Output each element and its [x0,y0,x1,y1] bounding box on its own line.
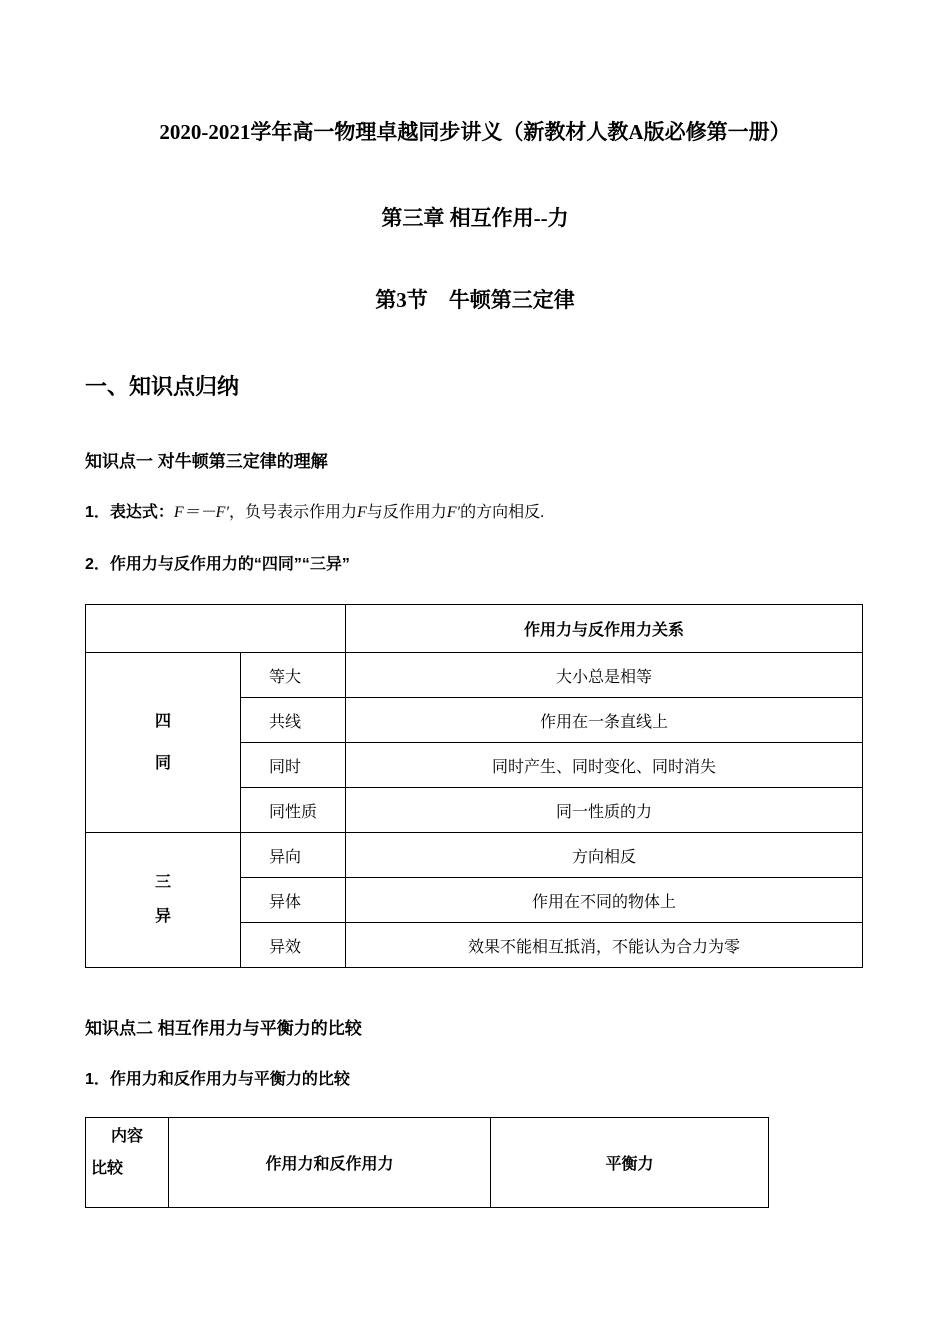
table1-attr-cell: 等大 [241,653,346,698]
table2-action-reaction-header: 作用力和反作用力 [169,1118,491,1208]
table1-group-four-same [86,653,241,833]
table1-row-opposite-direction [86,833,863,878]
table2-header-row [86,1118,769,1208]
table1-value-cell: 效果不能相互抵消，不能认为合力为零 [346,923,863,968]
table1-attr-cell: 共线 [241,698,346,743]
table1-row-equal-size [86,653,863,698]
table1-value-cell: 作用在一条直线上 [346,698,863,743]
kp1-item-1-label: 1．表达式： [85,504,174,521]
knowledge-point-2-heading: 知识点二 相互作用力与平衡力的比较 [85,1019,362,1038]
table1-header-row [86,605,863,653]
corner-label-compare: 比较 [91,1160,124,1177]
table1-value-cell: 大小总是相等 [346,653,863,698]
table1-value-cell: 同时产生、同时变化、同时消失 [346,743,863,788]
group-four-same-char-1: 四 [154,712,171,730]
table1-attr-cell: 异体 [241,878,346,923]
table2-corner-cell [86,1118,169,1208]
group-three-diff-char-1: 三 [154,874,171,891]
knowledge-point-1-heading: 知识点一 对牛顿第三定律的理解 [85,452,328,471]
kp1-item-1 [85,502,865,524]
section-heading: 第3节 牛顿第三定律 [375,288,575,312]
table1-relation-header-cell: 作用力与反作用力关系 [346,605,863,653]
table1-attr-cell: 异向 [241,833,346,878]
kp1-item-2: 2．作用力与反作用力的“四同”“三异” [85,556,350,573]
table1-group-three-diff [86,833,241,968]
table1-empty-header-cell [86,605,346,653]
group-three-diff-char-2: 异 [154,908,171,925]
table2-balance-force-header: 平衡力 [491,1118,769,1208]
kp1-item-1-text-3: 的方向相反. [460,504,545,521]
kp1-item-1-text-2: 与反作用力 [366,504,447,521]
part-one-heading: 一、知识点归纳 [85,374,240,399]
table1-value-cell: 作用在不同的物体上 [346,878,863,923]
corner-label-content: 内容 [110,1128,143,1145]
table1-value-cell: 方向相反 [346,833,863,878]
table1-value-cell: 同一性质的力 [346,788,863,833]
group-four-same-char-2: 同 [154,754,171,772]
formula-f-equals-minus-f-prime: F＝－F′ [173,504,229,521]
table1-attr-cell: 同性质 [241,788,346,833]
table1-attr-cell: 同时 [241,743,346,788]
document-title: 2020-2021学年高一物理卓越同步讲义（新教材人教A版必修第一册） [159,120,791,144]
kp1-item-1-text-1: ，负号表示作用力 [228,504,357,521]
table1-attr-cell: 异效 [241,923,346,968]
symbol-f-prime: F′ [446,504,461,521]
chapter-heading: 第三章 相互作用--力 [381,206,569,230]
kp2-item-1: 1．作用力和反作用力与平衡力的比较 [85,1071,350,1088]
comparison-table [85,1117,769,1208]
four-same-three-diff-table [85,604,863,968]
symbol-f: F [356,504,367,521]
